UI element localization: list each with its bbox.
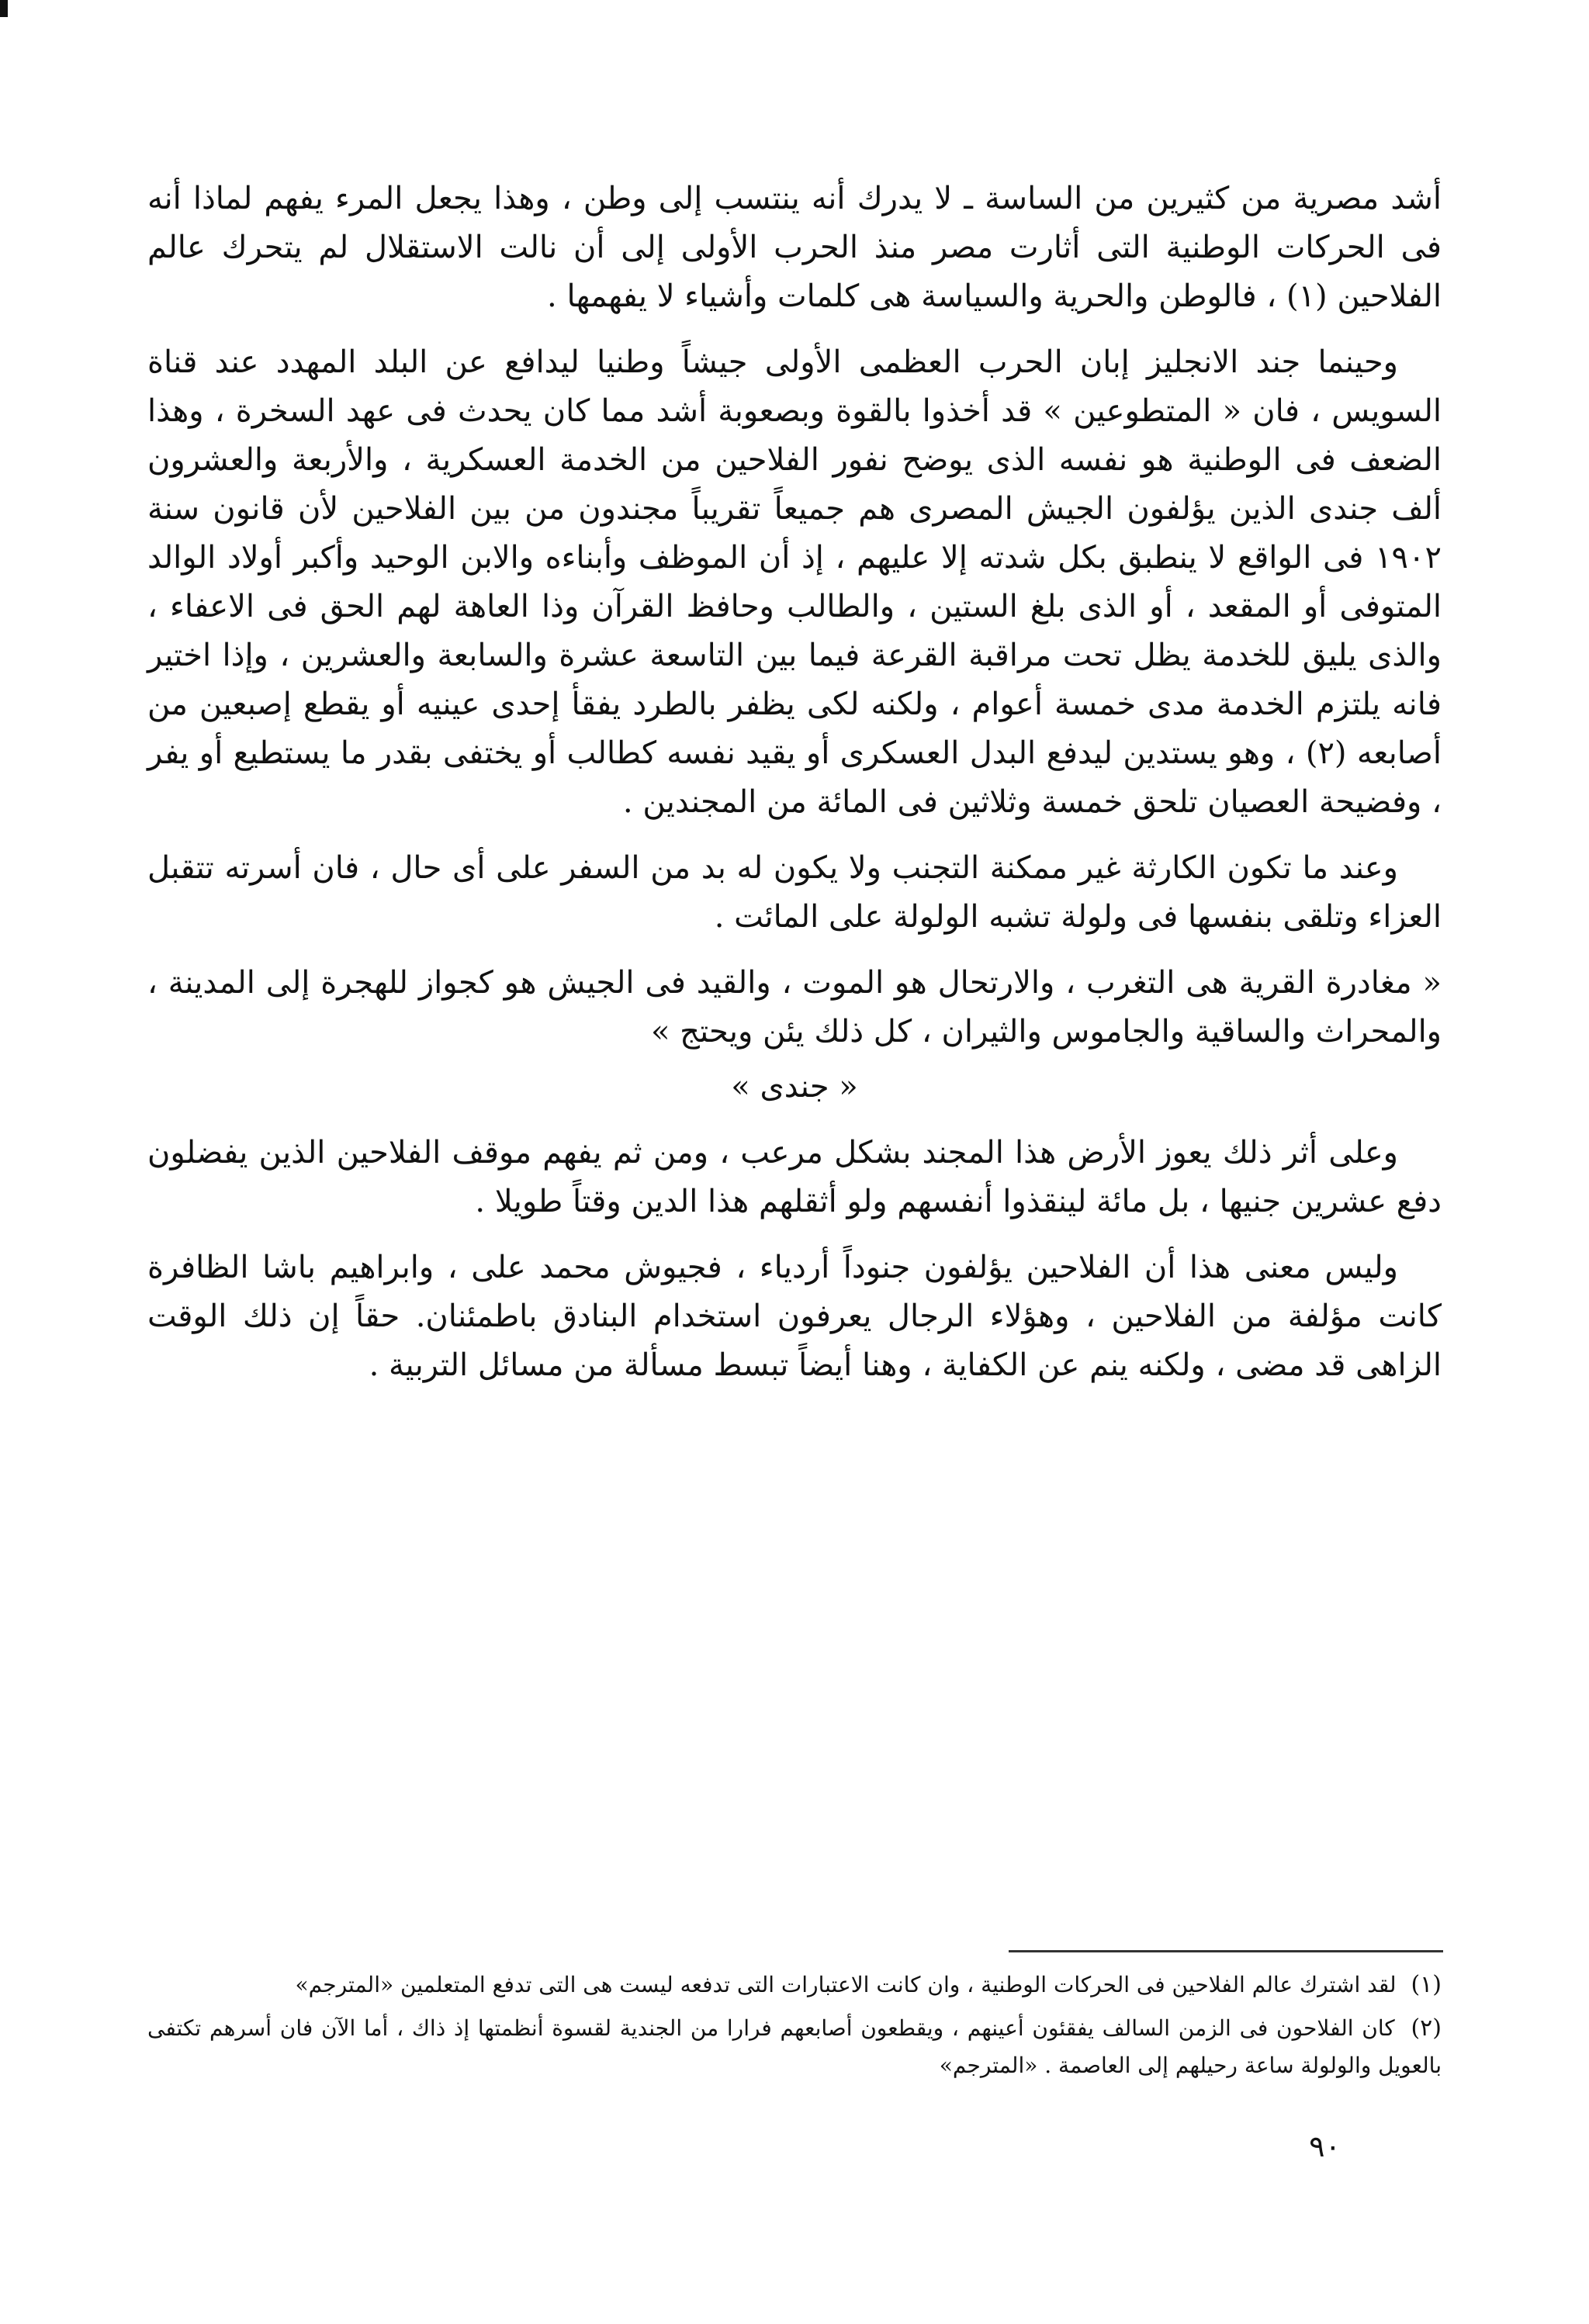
footnote-1 — [147, 1966, 1442, 2004]
paragraph-5: وليس معنى هذا أن الفلاحين يؤلفون جنوداً أردياء ، فجيوش محمد على ، وابراهيم باشا الظافرة كانت مؤلفة من الفلاحين ، وهؤلاء الرجال يعرفون استخدام البنادق باطمئنان. حقاً إن ذلك الوقت الزاهى قد مضى ، ولكنه ينم عن الكفاية ، وهنا أيضاً تبسط مسألة من مسائل التربية . — [147, 1250, 1442, 1383]
footnote-2-number: (٢) — [1411, 2014, 1442, 2042]
footnotes — [147, 1966, 1442, 2091]
page-body — [147, 175, 1442, 1407]
footnote-1-number: (١) — [1411, 1971, 1442, 1998]
paragraph-1: أشد مصرية من كثيرين من الساسة ـ لا يدرك أنه ينتسب إلى وطن ، وهذا يجعل المرء يفهم لماذا أنه فى الحركات الوطنية التى أثارت مصر منذ الحرب الأولى إلى أن نالت الاستقلال لم يتحرك عالم الفلاحين (١) ، فالوطن والحرية والسياسة هى كلمات وأشياء لا يفهمها . — [147, 181, 1442, 314]
footnote-2-text: كان الفلاحون فى الزمن السالف يفقئون أعينهم ، ويقطعون أصابعهم فرارا من الجندية لقسوة أنظمتها إذ ذاك ، أما الآن فان أسرهم تكتفى بالعويل والولولة ساعة رحيلهم إلى العاصمة . «المترجم» — [147, 2015, 1442, 2078]
footnote-1-text: لقد اشترك عالم الفلاحين فى الحركات الوطنية ، وان كانت الاعتبارات التى تدفعه ليست هى التى تدفع المتعلمين «المترجم» — [295, 1972, 1397, 1997]
paragraph-4: وعلى أثر ذلك يعوز الأرض هذا المجند بشكل مرعب ، ومن ثم يفهم موقف الفلاحين الذين يفضلون دفع عشرين جنيها ، بل مائة لينقذوا أنفسهم ولو أثقلهم هذا الدين وقتاً طويلا . — [147, 1135, 1442, 1219]
quotation-attribution: « جندى » — [731, 1069, 858, 1105]
page-number: ٩٠ — [1309, 2129, 1341, 2163]
quotation: « مغادرة القرية هى التغرب ، والارتحال هو الموت ، والقيد فى الجيش هو كجواز للهجرة إلى المدينة ، والمحراث والساقية والجاموس والثيران ، كل ذلك يئن ويحتج » — [147, 965, 1442, 1050]
paragraph-2: وحينما جند الانجليز إبان الحرب العظمى الأولى جيشاً وطنيا ليدافع عن البلد المهدد عند قناة السويس ، فان « المتطوعين » قد أخذوا بالقوة وبصعوبة أشد مما كان يحدث فى عهد السخرة ، وهذا الضعف فى الوطنية هو نفسه الذى يوضح نفور الفلاحين من الخدمة العسكرية ، والأربعة والعشرون ألف جندى الذين يؤلفون الجيش المصرى هم جميعاً تقريباً مجندون من بين الفلاحين لأن قانون سنة ١٩٠٢ فى الواقع لا ينطبق بكل شدته إلا عليهم ، إذ أن الموظف وأبناءه والابن الوحيد وأكبر أولاد الوالد المتوفى أو المقعد ، أو الذى بلغ الستين ، والطالب وحافظ القرآن وذا العاهة لهم الحق فى الاعفاء ، والذى يليق للخدمة يظل تحت مراقبة القرعة فيما بين التاسعة عشرة والسابعة والعشرين ، وإذا اختير فانه يلتزم الخدمة مدى خمسة أعوام ، ولكنه لكى يظفر بالطرد يفقأ إحدى عينيه أو يقطع إصبعين من أصابعه (٢) ، وهو يستدين ليدفع البدل العسكرى أو يقيد نفسه كطالب أو يختفى بقدر ما يستطيع أو يفر ، وفضيحة العصيان تلحق خمسة وثلاثين فى المائة من المجندين . — [147, 344, 1442, 820]
paragraph-3: وعند ما تكون الكارثة غير ممكنة التجنب ولا يكون له بد من السفر على أى حال ، فان أسرته تتقبل العزاء وتلقى بنفسها فى ولولة تشبه الولولة على المائت . — [147, 850, 1442, 935]
footnote-separator — [1009, 1950, 1443, 1952]
scan-corner-mark — [0, 0, 8, 17]
footnote-2 — [147, 2010, 1442, 2084]
